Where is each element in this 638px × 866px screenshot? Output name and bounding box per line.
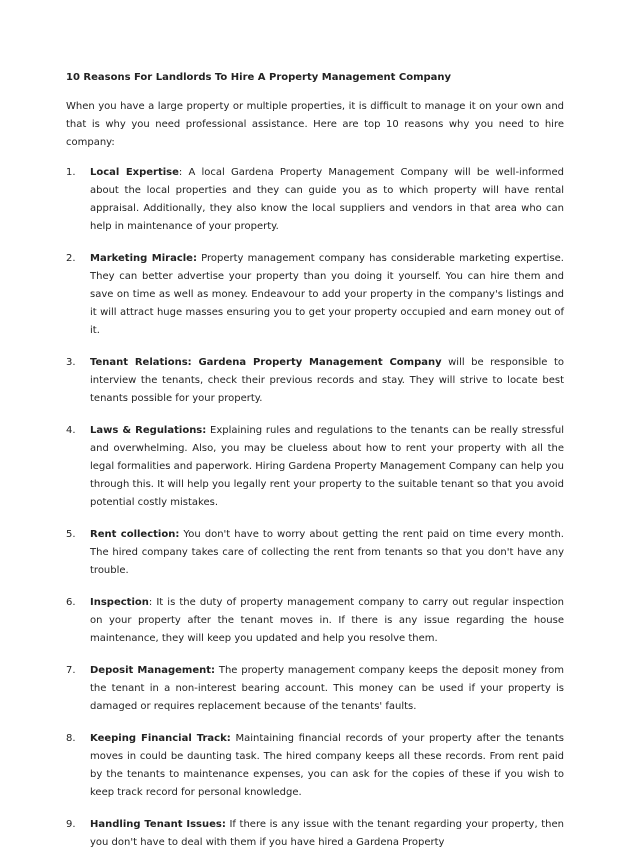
list-item-heading: Rent collection: (90, 529, 180, 540)
list-item-number: 5. (66, 529, 76, 540)
list-item-number: 4. (66, 425, 76, 436)
list-item-number: 2. (66, 253, 76, 264)
list-item-text: : It is the duty of property management company to carry out regular inspection on your property after the tenant moves in. If there is any issue regarding the house maintenance, they will keep you updated and help you resolve them. (90, 597, 564, 644)
list-item-number: 9. (66, 819, 76, 830)
list-item-heading: Deposit Management: (90, 665, 216, 676)
list-item-text: will be responsible to interview the tenants, check their previous records and stay. They will strive to locate best tenants possible for your property. (90, 357, 564, 404)
list-item-heading: Local Expertise (90, 167, 179, 178)
list-item-heading: Marketing Miracle: (90, 253, 197, 264)
list-item-text: Maintaining financial records of your property after the tenants moves in could be daunting task. The hired company keeps all these records. From rent paid by the tenants to maintenance expenses, you can ask for the copies of these if you wish to keep track record for personal knowledge. (90, 733, 564, 798)
list-item-text: Explaining rules and regulations to the tenants can be really stressful and overwhelming. Also, you may be clueless about how to rent your property with all the legal formalities and paperwork. Hiring Gardena Property Management Company can help you through this. It will help you legally rent your property to the suitable tenant so that you avoid potential costly mistakes. (90, 425, 564, 508)
list-item (66, 164, 564, 236)
list-item-heading: Keeping Financial Track: (90, 733, 231, 744)
reasons-list (66, 164, 564, 852)
list-item-text: If there is any issue with the tenant regarding your property, then you don't have to deal with them if you have hired a Gardena Property (90, 819, 564, 848)
document-page (66, 70, 564, 866)
list-item-number: 8. (66, 733, 76, 744)
list-item-text: : A local Gardena Property Management Company will be well-informed about the local properties and they can guide you as to which property will have rental appraisal. Additionally, they also know the local suppliers and vendors in that area who can help in maintenance of your property. (90, 167, 564, 232)
list-item (66, 526, 564, 580)
list-item-text: The property management company keeps the deposit money from the tenant in a non-interest bearing account. This money can be used if your property is damaged or requires replacement because of the tenants' faults. (90, 665, 564, 712)
list-item-text: You don't have to worry about getting the rent paid on time every month. The hired company takes care of collecting the rent from tenants so that you don't have any trouble. (90, 529, 564, 576)
list-item (66, 662, 564, 716)
list-item (66, 594, 564, 648)
intro-paragraph: When you have a large property or multiple properties, it is difficult to manage it on your own and that is why you need professional assistance. Here are top 10 reasons why you need to hire company: (66, 101, 564, 148)
document-title: 10 Reasons For Landlords To Hire A Property Management Company (66, 72, 452, 83)
list-item (66, 816, 564, 852)
list-item (66, 422, 564, 512)
list-item (66, 250, 564, 340)
list-item-number: 6. (66, 597, 76, 608)
list-item (66, 354, 564, 408)
list-item-heading: Inspection (90, 597, 149, 608)
list-item-heading: Laws & Regulations: (90, 425, 207, 436)
list-item (66, 730, 564, 802)
list-item-heading: Tenant Relations: Gardena Property Management Company (90, 357, 442, 368)
list-item-number: 3. (66, 357, 76, 368)
list-item-heading: Handling Tenant Issues: (90, 819, 226, 830)
list-item-number: 7. (66, 665, 76, 676)
list-item-number: 1. (66, 167, 76, 178)
list-item-text: Property management company has considerable marketing expertise. They can better advertise your property than you doing it yourself. You can hire them and save on time as well as money. Endeavour to add your property in the company's listings and it will attract huge masses ensuring you to get your property occupied and earn money out of it. (90, 253, 564, 336)
